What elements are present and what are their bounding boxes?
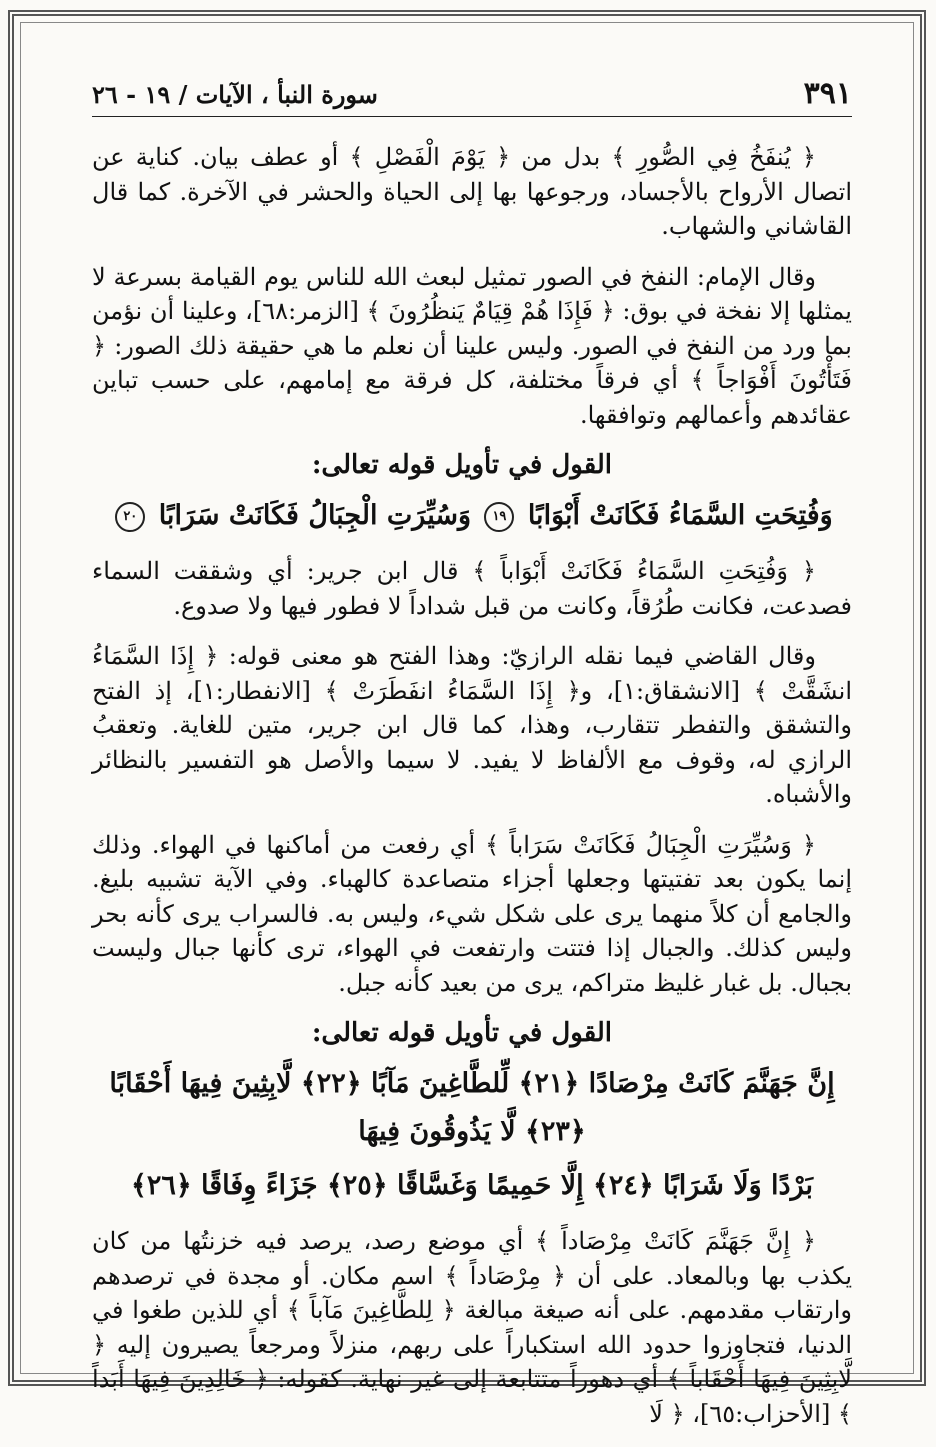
ayah-number-mark: ١٩	[484, 502, 514, 532]
ayah-number-mark: ٢٠	[115, 502, 145, 532]
section-heading: القول في تأويل قوله تعالى:	[311, 450, 612, 480]
verse-text: وَسُيِّرَتِ الْجِبَالُ فَكَانَتْ سَرَابًا	[158, 500, 472, 531]
paragraph: وقال القاضي فيما نقله الرازيّ: وهذا الفتح هو معنى قوله: ﴿ إِذَا السَّمَاءُ انشَقَّتْ ﴾ [الانشقاق:١]، و﴿ إِذَا السَّمَاءُ انفَطَرَتْ ﴾ [الانفطار:١]، إذ الفتح والتشقق والتفطر تتقارب، وهذا، كما قال ابن جرير، متين للغاية. وتعقبُ الرازي له، وقوف مع الألفاظ لا يفيد. لا سيما والأصل هو التفسير بالنظائر والأشباه.	[92, 642, 852, 808]
paragraph: وقال الإمام: النفخ في الصور تمثيل لبعث الله للناس يوم القيامة بسرعة لا يمثلها إلا نفخة في بوق: ﴿ فَإِذَا هُمْ قِيَامٌ يَنظُرُونَ ﴾ [الزمر:٦٨]، وعلينا أن نؤمن بما ورد من النفخ في الصور. وليس علينا أن نعلم ما هي حقيقة ذلك الصور: ﴿ فَتَأْتُونَ أَفْوَاجاً ﴾ أي فرقاً مختلفة، كل فرقة مع إمامهم، على حسب تباين عقائدهم وأعمالهم وتوافقها.	[92, 262, 852, 429]
paragraph: ﴿ وَسُيِّرَتِ الْجِبَالُ فَكَانَتْ سَرَاباً ﴾ أي رفعت من أماكنها في الهواء. وذلك إنما يكون بعد تفتيتها وجعلها أجزاء متصاعدة كالهباء. وفي الآية تشبيه بليغ. والجامع أن كلاً منهما يرى على شكل شيء، وليس به. فالسراب يرى كأنه بحر وليس كذلك. والجبال إذا فتتت وارتفعت في الهواء، ترى كأنها جبال وليست بجبال. بل غبار غليظ متراكم، يرى من بعيد كأنه جبل.	[92, 830, 853, 997]
paragraph: ﴿ يُنفَخُ فِي الصُّورِ ﴾ بدل من ﴿ يَوْمَ الْفَصْلِ ﴾ أو عطف بيان. كناية عن اتصال الأرواح بالأجساد، ورجوعها بها إلى الحياة والحشر في الآخرة. كما قال القاشاني والشهاب.	[92, 143, 852, 240]
paragraph: ﴿ وَفُتِحَتِ السَّمَاءُ فَكَانَتْ أَبْوَاباً ﴾ قال ابن جرير: أي وشققت السماء فصدعت، فكانت طُرُقاً، وكانت من قبل شداداً لا فطور فيها ولا صدوع.	[92, 557, 852, 620]
page-header	[92, 70, 852, 117]
verse-text: وَفُتِحَتِ السَّمَاءُ فَكَانَتْ أَبْوَابًا	[527, 500, 833, 531]
quran-verse: إِنَّ جَهَنَّمَ كَانَتْ مِرْصَادًا ﴿٢١﴾ لِّلطَّاغِينَ مَآبًا ﴿٢٢﴾ لَّابِثِينَ فِيهَا أَحْقَابًا ﴿٢٣﴾ لَّا يَذُوقُونَ فِيهَا	[109, 1068, 835, 1147]
page-body	[92, 140, 852, 1447]
paragraph: ﴿ إِنَّ جَهَنَّمَ كَانَتْ مِرْصَاداً ﴾ أي موضع رصد، يرصد فيه خزنتُها من كان يكذب بها وبالمعاد. على أن ﴿ مِرْصَاداً ﴾ اسم مكان. أو مجدة في ترصدهم وارتقاب مقدمهم. على أنه صيغة مبالغة ﴿ لِلطَّاغِينَ مَآباً ﴾ أي للذين طغوا في الدنيا، فتجاوزوا حدود الله استكباراً على ربهم، منزلاً ومرجعاً يصيرون إليه ﴿ لَّابِثِينَ فِيهَا أَحْقَاباً ﴾ أي دهوراً متتابعة إلى غير نهاية. كقوله: ﴿ خَالِدِينَ فِيهَا أَبَداً ﴾ [الأحزاب:٦٥]، ﴿ لَا	[92, 1227, 852, 1428]
page-number: ٣٩١	[803, 76, 852, 111]
quran-verse	[92, 492, 852, 540]
section-heading: القول في تأويل قوله تعالى:	[311, 1018, 612, 1048]
quran-verse: بَرْدًا وَلَا شَرَابًا ﴿٢٤﴾ إِلَّا حَمِيمًا وَغَسَّاقًا ﴿٢٥﴾ جَزَاءً وِفَاقًا ﴿٢٦﴾	[130, 1170, 813, 1201]
running-title: سورة النبأ ، الآيات / ١٩ - ٢٦	[92, 80, 378, 109]
